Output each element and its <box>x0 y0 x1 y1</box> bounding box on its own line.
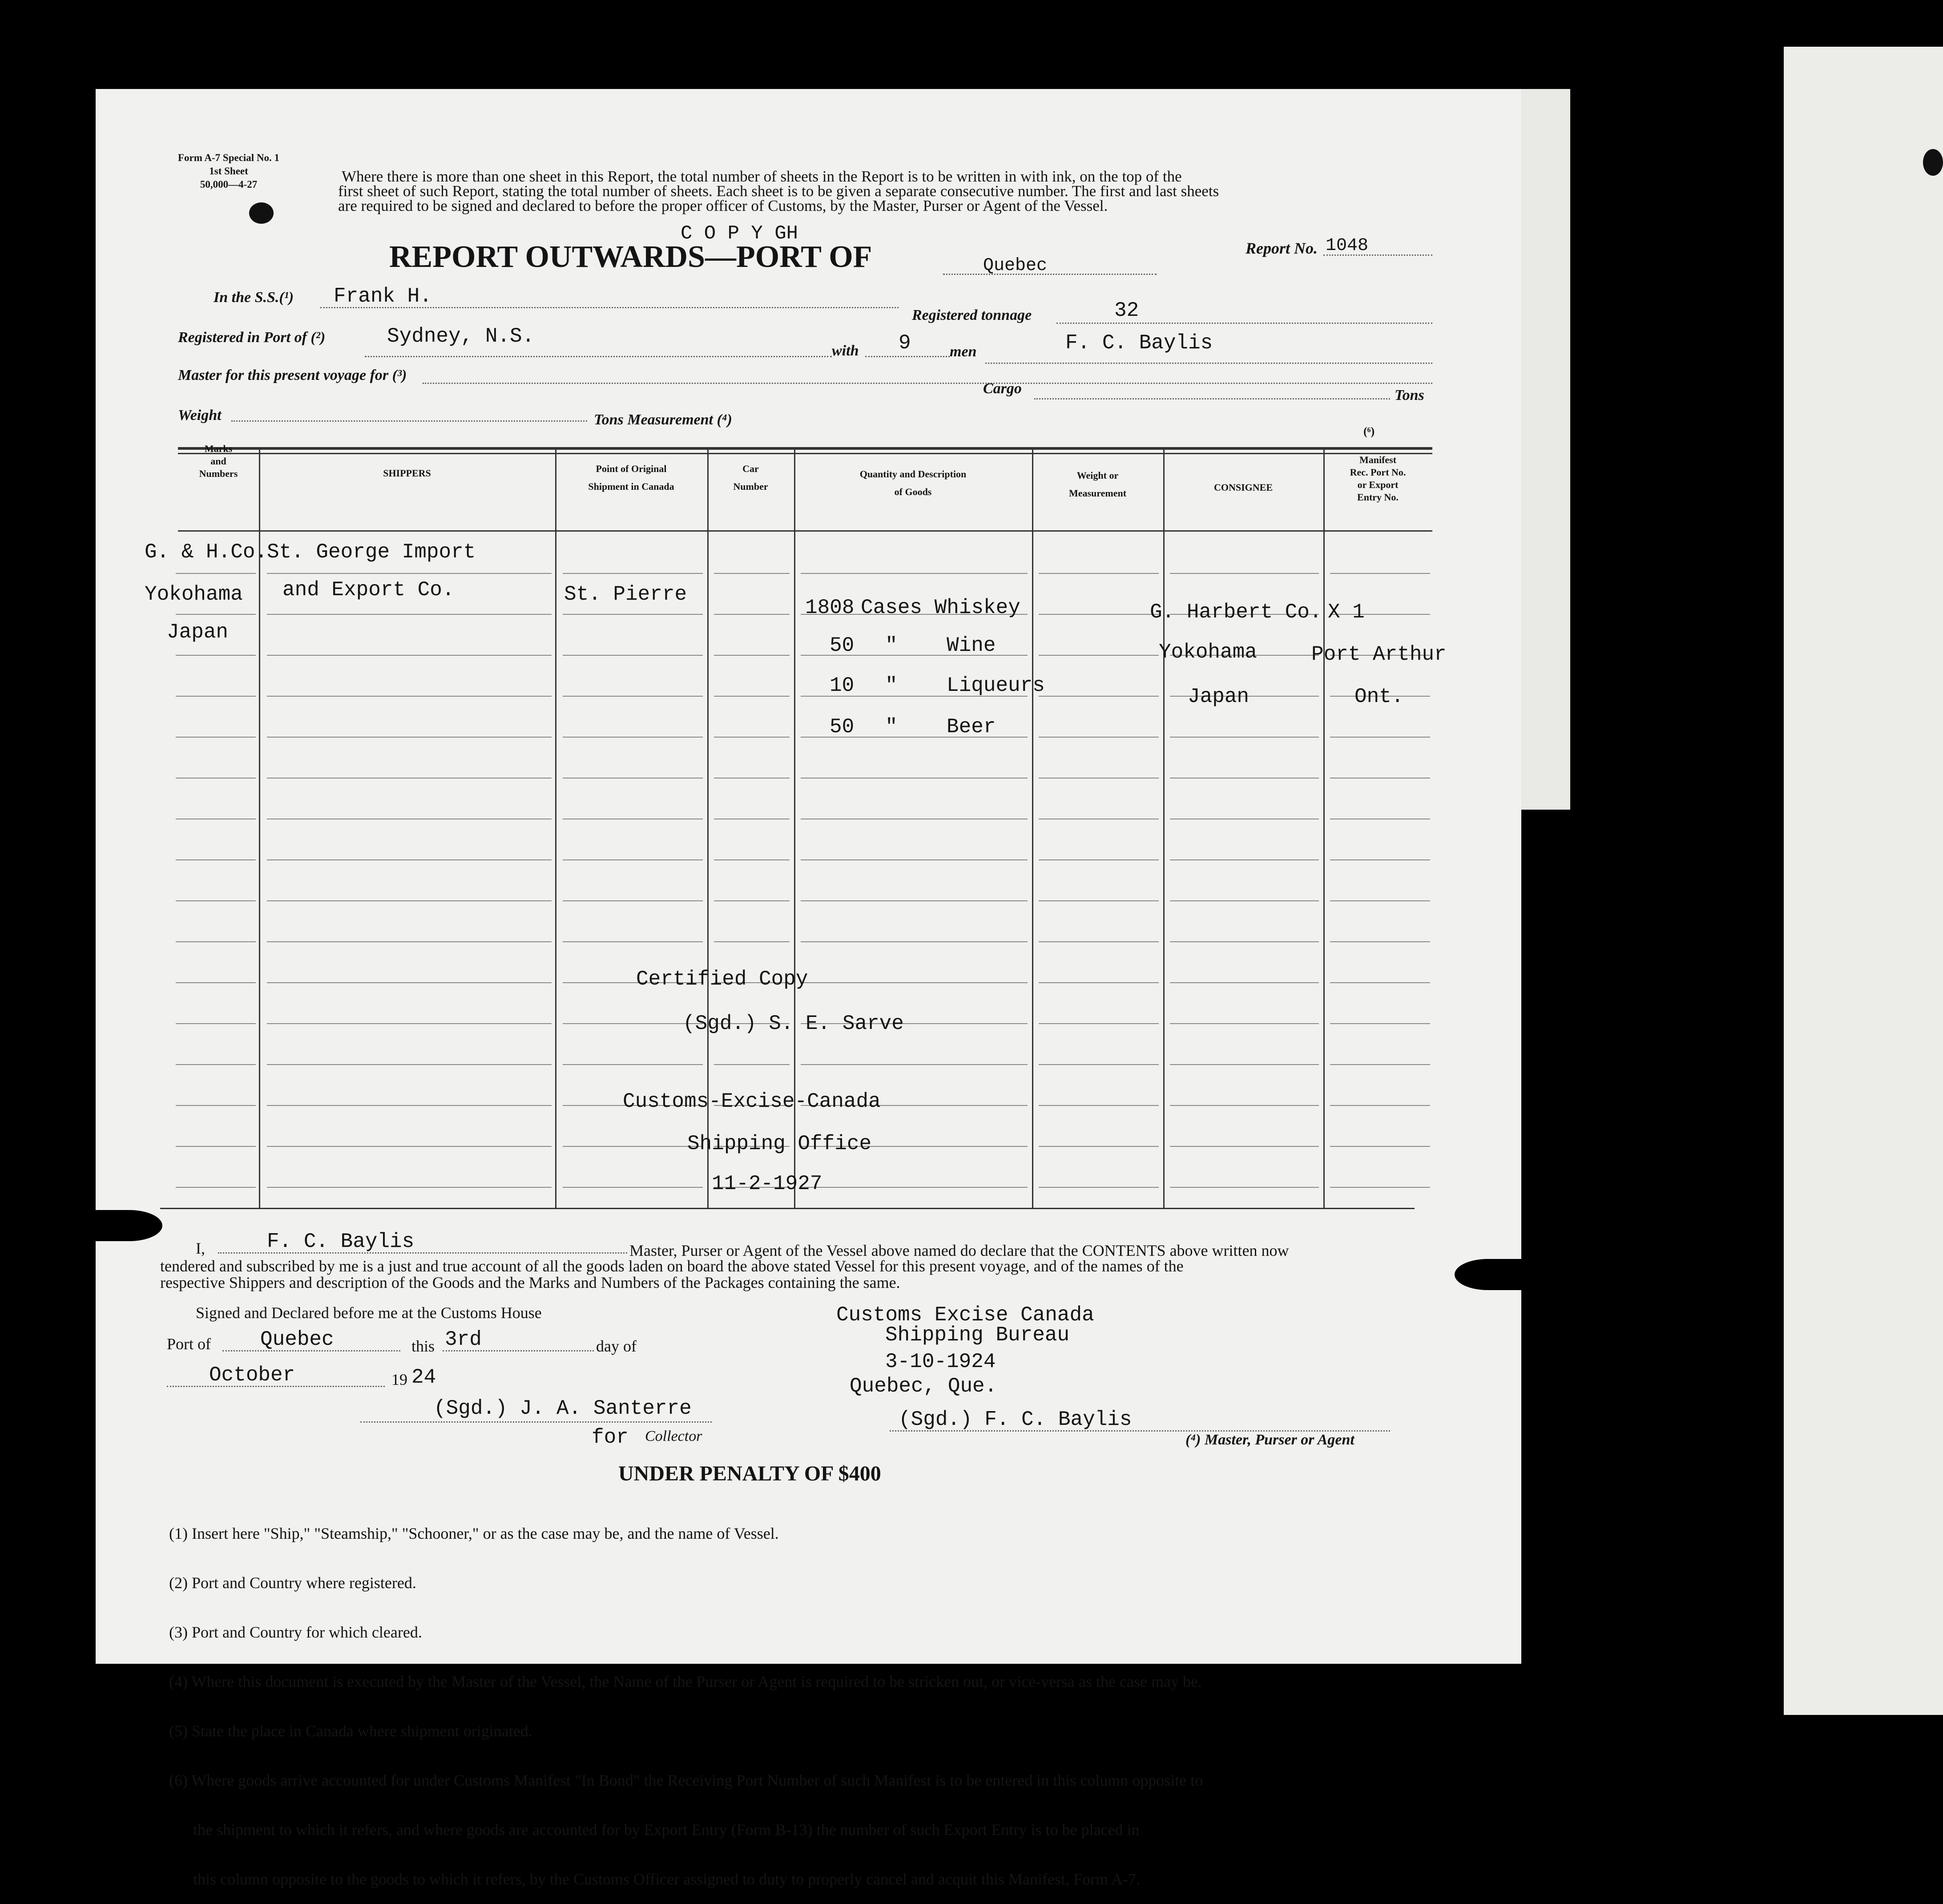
table-rule <box>1039 1064 1159 1065</box>
footnote-6-cont2: this column opposite to the goods to which it refers, by the Customs Officer assigned to duty to properly cancel and acquit this Manifest, Form A-7. <box>169 1870 1140 1888</box>
table-rule <box>563 1023 703 1024</box>
instructions: Where there is more than one sheet in this Report, the total number of sheets in the Report is to be written in with ink, on the top of the first sheet of such Report, stating the total number of sheets. Each sheet is to be given a separate consecutive number. The first and last sheets are required to be signed and declared to before the proper officer of Customs, by the Master, Purser or Agent of the Vessel. <box>338 168 1219 214</box>
marks-line-3: Japan <box>167 621 229 644</box>
table-rule <box>267 859 552 860</box>
page-title: REPORT OUTWARDS—PORT OF <box>389 240 872 274</box>
manifest-line-2: Port Arthur <box>1311 643 1447 666</box>
table-rule <box>714 696 790 697</box>
tons-label: Tons <box>1395 387 1424 403</box>
decl-year: 24 <box>411 1366 436 1389</box>
table-rule <box>1039 1023 1159 1024</box>
adjacent-page-strip <box>1784 47 1943 1715</box>
decl-day: 3rd <box>445 1328 482 1351</box>
table-rule <box>801 900 1028 901</box>
table-rule <box>1039 1187 1159 1188</box>
table-rule <box>563 900 703 901</box>
table-rule <box>801 1187 1028 1188</box>
report-no-label: Report No. <box>1246 239 1318 257</box>
table-rule <box>1330 778 1430 779</box>
decl-port: Quebec <box>260 1328 334 1351</box>
manifest-line-1: X 1 <box>1328 601 1365 624</box>
table-rule <box>176 573 256 574</box>
col-marks-header: Marks and Numbers <box>199 443 238 479</box>
table-rule <box>1039 982 1159 983</box>
table-rule <box>176 859 256 860</box>
consignee-line-1: G. Harbert Co. <box>1150 601 1322 624</box>
table-rule <box>176 1105 256 1106</box>
col-origin-header: Point of Original Shipment in Canada <box>588 463 674 492</box>
copy-stamp: C O P Y GH <box>681 222 798 245</box>
table-rule <box>267 1064 552 1065</box>
table-rule <box>1330 573 1430 574</box>
table-rule <box>1170 982 1319 983</box>
table-rule <box>1330 1105 1430 1106</box>
decl-month: October <box>209 1363 295 1387</box>
table-rule <box>1170 1187 1319 1188</box>
day-of-label: day of <box>596 1337 637 1355</box>
goods-desc-1: Cases Whiskey <box>861 596 1020 619</box>
table-rule <box>1170 737 1319 738</box>
table-rule <box>267 941 552 942</box>
consignee-line-3: Japan <box>1188 685 1250 708</box>
port-of-label: Port of <box>167 1335 211 1353</box>
year-prefix: 19 <box>391 1371 407 1388</box>
certified-line-2: (Sgd.) S. E. Sarve <box>683 1012 904 1035</box>
note6-marker: (⁶) <box>1363 425 1375 438</box>
table-rule <box>563 737 703 738</box>
footnote-2: (2) Port and Country where registered. <box>169 1574 416 1592</box>
goods-qty-4: 50 <box>830 715 855 738</box>
tons-measure-label: Tons Measurement (⁴) <box>594 411 732 428</box>
table-rule <box>1039 900 1159 901</box>
col-manifest-header: Manifest Rec. Port No. or Export Entry No. <box>1350 454 1406 503</box>
table-rule <box>1170 859 1319 860</box>
table-rule <box>1330 1064 1430 1065</box>
table-rule <box>1039 778 1159 779</box>
for-label: for <box>592 1426 629 1449</box>
table-rule <box>1039 941 1159 942</box>
ink-blot <box>249 202 274 224</box>
table-rule <box>714 900 790 901</box>
table-rule <box>176 778 256 779</box>
marks-line-1: G. & H.Co. <box>145 541 268 564</box>
ss-label: In the S.S.(¹) <box>214 289 294 306</box>
men-label: men <box>950 343 977 360</box>
tonnage-label: Registered tonnage <box>912 307 1032 323</box>
footnote-6: (6) Where goods arrive accounted for under Customs Manifest "In Bond" the Receiving Port Number of such Manifest is to be entered in this column opposite to <box>169 1771 1203 1789</box>
table-rule <box>1330 982 1430 983</box>
goods-desc-4: " Beer <box>885 715 996 738</box>
col-shippers-header: SHIPPERS <box>383 468 431 479</box>
col-goods-header: Quantity and Description of Goods <box>859 468 967 497</box>
table-rule <box>1170 1146 1319 1147</box>
table-rule <box>267 982 552 983</box>
table-rule <box>714 737 790 738</box>
table-rule <box>801 778 1028 779</box>
table-rule <box>176 1064 256 1065</box>
penalty-heading: UNDER PENALTY OF $400 <box>618 1462 881 1485</box>
table-rule <box>267 573 552 574</box>
table-rule <box>1170 573 1319 574</box>
master-voyage-label: Master for this present voyage for (³) <box>178 367 407 383</box>
table-rule <box>563 1064 703 1065</box>
table-rule <box>1039 655 1159 656</box>
table-rule <box>267 1105 552 1106</box>
table-rule <box>714 655 790 656</box>
col-weight-header: Weight or Measurement <box>1068 470 1127 499</box>
footnote-6-cont: the shipment to which it refers, and where goods are accounted for by Export Entry (Form B-13) the number of such Export Entry is to be placed in <box>169 1821 1140 1839</box>
collector-signature: (Sgd.) J. A. Santerre <box>434 1397 692 1420</box>
reg-port: Sydney, N.S. <box>387 325 535 348</box>
footnote-3: (3) Port and Country for which cleared. <box>169 1623 422 1641</box>
goods-qty-3: 10 <box>830 674 855 697</box>
table-rule <box>563 1146 703 1147</box>
table-rule <box>714 941 790 942</box>
table-rule <box>176 1187 256 1188</box>
customs-stamp-3: 3-10-1924 <box>885 1350 996 1373</box>
with-label: with <box>832 343 859 359</box>
decl-line-3: respective Shippers and description of the Goods and the Marks and Numbers of the Packages containing the same. <box>160 1274 900 1291</box>
form-id: Form A-7 Special No. 1 1st Sheet 50,000—4-27 <box>178 152 280 190</box>
table-rule <box>1039 1146 1159 1147</box>
shipper-line-2: and Export Co. <box>282 578 455 601</box>
table-rule <box>267 1023 552 1024</box>
table-rule <box>1039 573 1159 574</box>
table-rule <box>563 696 703 697</box>
decl-line-1: Master, Purser or Agent of the Vessel above named do declare that the CONTENTS above written now <box>629 1242 1289 1259</box>
shipper-line-1: St. George Import <box>267 541 476 564</box>
weight-label: Weight <box>178 407 222 424</box>
table-rule <box>1330 1146 1430 1147</box>
marks-line-2: Yokohama <box>145 583 243 606</box>
certified-line-4: Shipping Office <box>687 1132 872 1155</box>
table-rule <box>176 614 256 615</box>
table-rule <box>1039 696 1159 697</box>
origin-point: St. Pierre <box>564 583 687 606</box>
tonnage: 32 <box>1114 299 1139 322</box>
table-rule <box>563 1187 703 1188</box>
table-rule <box>1039 1105 1159 1106</box>
report-port: Quebec <box>983 256 1048 276</box>
footnotes <box>169 1493 1203 1904</box>
table-rule <box>1170 941 1319 942</box>
decl-name: F. C. Baylis <box>267 1230 415 1253</box>
table-rule <box>176 982 256 983</box>
left-notch <box>96 1210 162 1241</box>
master-name: F. C. Baylis <box>1065 331 1213 355</box>
table-rule <box>714 614 790 615</box>
goods-desc-3: " Liqueurs <box>885 674 1045 697</box>
crew-count: 9 <box>899 331 911 355</box>
table-rule <box>267 900 552 901</box>
footnote-4: (4) Where this document is executed by the Master of the Vessel, the Name of the Purser or Agent is required to be stricken out, or vice-versa as the case may be. <box>169 1673 1202 1690</box>
table-rule <box>1330 737 1430 738</box>
report-no: 1048 <box>1326 236 1369 256</box>
table-rule <box>267 1187 552 1188</box>
table-rule <box>176 941 256 942</box>
table-rule <box>801 982 1028 983</box>
table-rule <box>801 1064 1028 1065</box>
decl-line-2: tendered and subscribed by me is a just and true account of all the goods laden on board the above stated Vessel for this present voyage, and of the names of the <box>160 1257 1184 1275</box>
table-rule <box>1170 900 1319 901</box>
table-rule <box>1170 1105 1319 1106</box>
table-rule <box>1170 1023 1319 1024</box>
table-rule <box>801 941 1028 942</box>
table-rule <box>267 696 552 697</box>
table-rule <box>1039 614 1159 615</box>
master-signature: (Sgd.) F. C. Baylis <box>899 1408 1132 1431</box>
reg-port-label: Registered in Port of (²) <box>178 329 326 346</box>
table-rule <box>1170 778 1319 779</box>
table-rule <box>267 1146 552 1147</box>
master-sign-label: (⁴) Master, Purser or Agent <box>1185 1432 1354 1448</box>
table-rule <box>1170 1064 1319 1065</box>
goods-qty-1: 1808 <box>805 596 855 619</box>
decl-i: I, <box>196 1239 205 1257</box>
table-rule <box>176 655 256 656</box>
table-rule <box>267 737 552 738</box>
table-rule <box>563 859 703 860</box>
underlying-sheet <box>1521 89 1570 810</box>
table-rule <box>267 614 552 615</box>
footnote-5: (5) State the place in Canada where shipment originated. <box>169 1722 532 1740</box>
consignee-line-2: Yokohama <box>1159 641 1257 664</box>
collector-label: Collector <box>645 1428 702 1444</box>
right-notch <box>1455 1259 1521 1290</box>
table-rule <box>176 696 256 697</box>
table-rule <box>714 1064 790 1065</box>
goods-qty-2: 50 <box>830 634 855 657</box>
customs-stamp-2: Shipping Bureau <box>885 1323 1070 1347</box>
table-rule <box>1039 859 1159 860</box>
table-rule <box>563 941 703 942</box>
certified-line-1: Certified Copy <box>636 968 808 991</box>
table-rule <box>1330 1187 1430 1188</box>
table-rule <box>801 573 1028 574</box>
col-consignee-header: CONSIGNEE <box>1213 482 1273 493</box>
table-rule <box>801 859 1028 860</box>
col-car-header: Car Number <box>733 463 768 492</box>
customs-stamp-4: Quebec, Que. <box>850 1375 997 1398</box>
table-rule <box>176 900 256 901</box>
customs-stamp-1: Customs Excise Canada <box>836 1303 1094 1327</box>
certified-line-5: 11-2-1927 <box>712 1172 822 1195</box>
table-rule <box>1330 859 1430 860</box>
signed-label: Signed and Declared before me at the Customs House <box>196 1304 542 1322</box>
table-rule <box>176 1023 256 1024</box>
table-rule <box>563 655 703 656</box>
table-rule <box>563 778 703 779</box>
table-rule <box>267 778 552 779</box>
ship-name: Frank H. <box>334 285 432 308</box>
table-rule <box>176 1146 256 1147</box>
table-rule <box>714 778 790 779</box>
table-rule <box>563 573 703 574</box>
table-rule <box>563 614 703 615</box>
table-rule <box>1039 737 1159 738</box>
table-rule <box>267 655 552 656</box>
table-rule <box>714 573 790 574</box>
table-rule <box>1330 1023 1430 1024</box>
cargo-label: Cargo <box>983 380 1022 397</box>
form-sheet <box>96 89 1521 1664</box>
certified-line-3: Customs-Excise-Canada <box>623 1090 881 1113</box>
punch-hole <box>1923 149 1943 176</box>
goods-desc-2: " Wine <box>885 634 996 657</box>
table-rule <box>1330 941 1430 942</box>
footnote-1: (1) Insert here "Ship," "Steamship," "Schooner," or as the case may be, and the name of Vessel. <box>169 1525 779 1542</box>
this-label: this <box>411 1337 435 1355</box>
table-rule <box>1330 900 1430 901</box>
manifest-line-3: Ont. <box>1354 685 1404 708</box>
table-rule <box>714 859 790 860</box>
table-rule <box>176 737 256 738</box>
